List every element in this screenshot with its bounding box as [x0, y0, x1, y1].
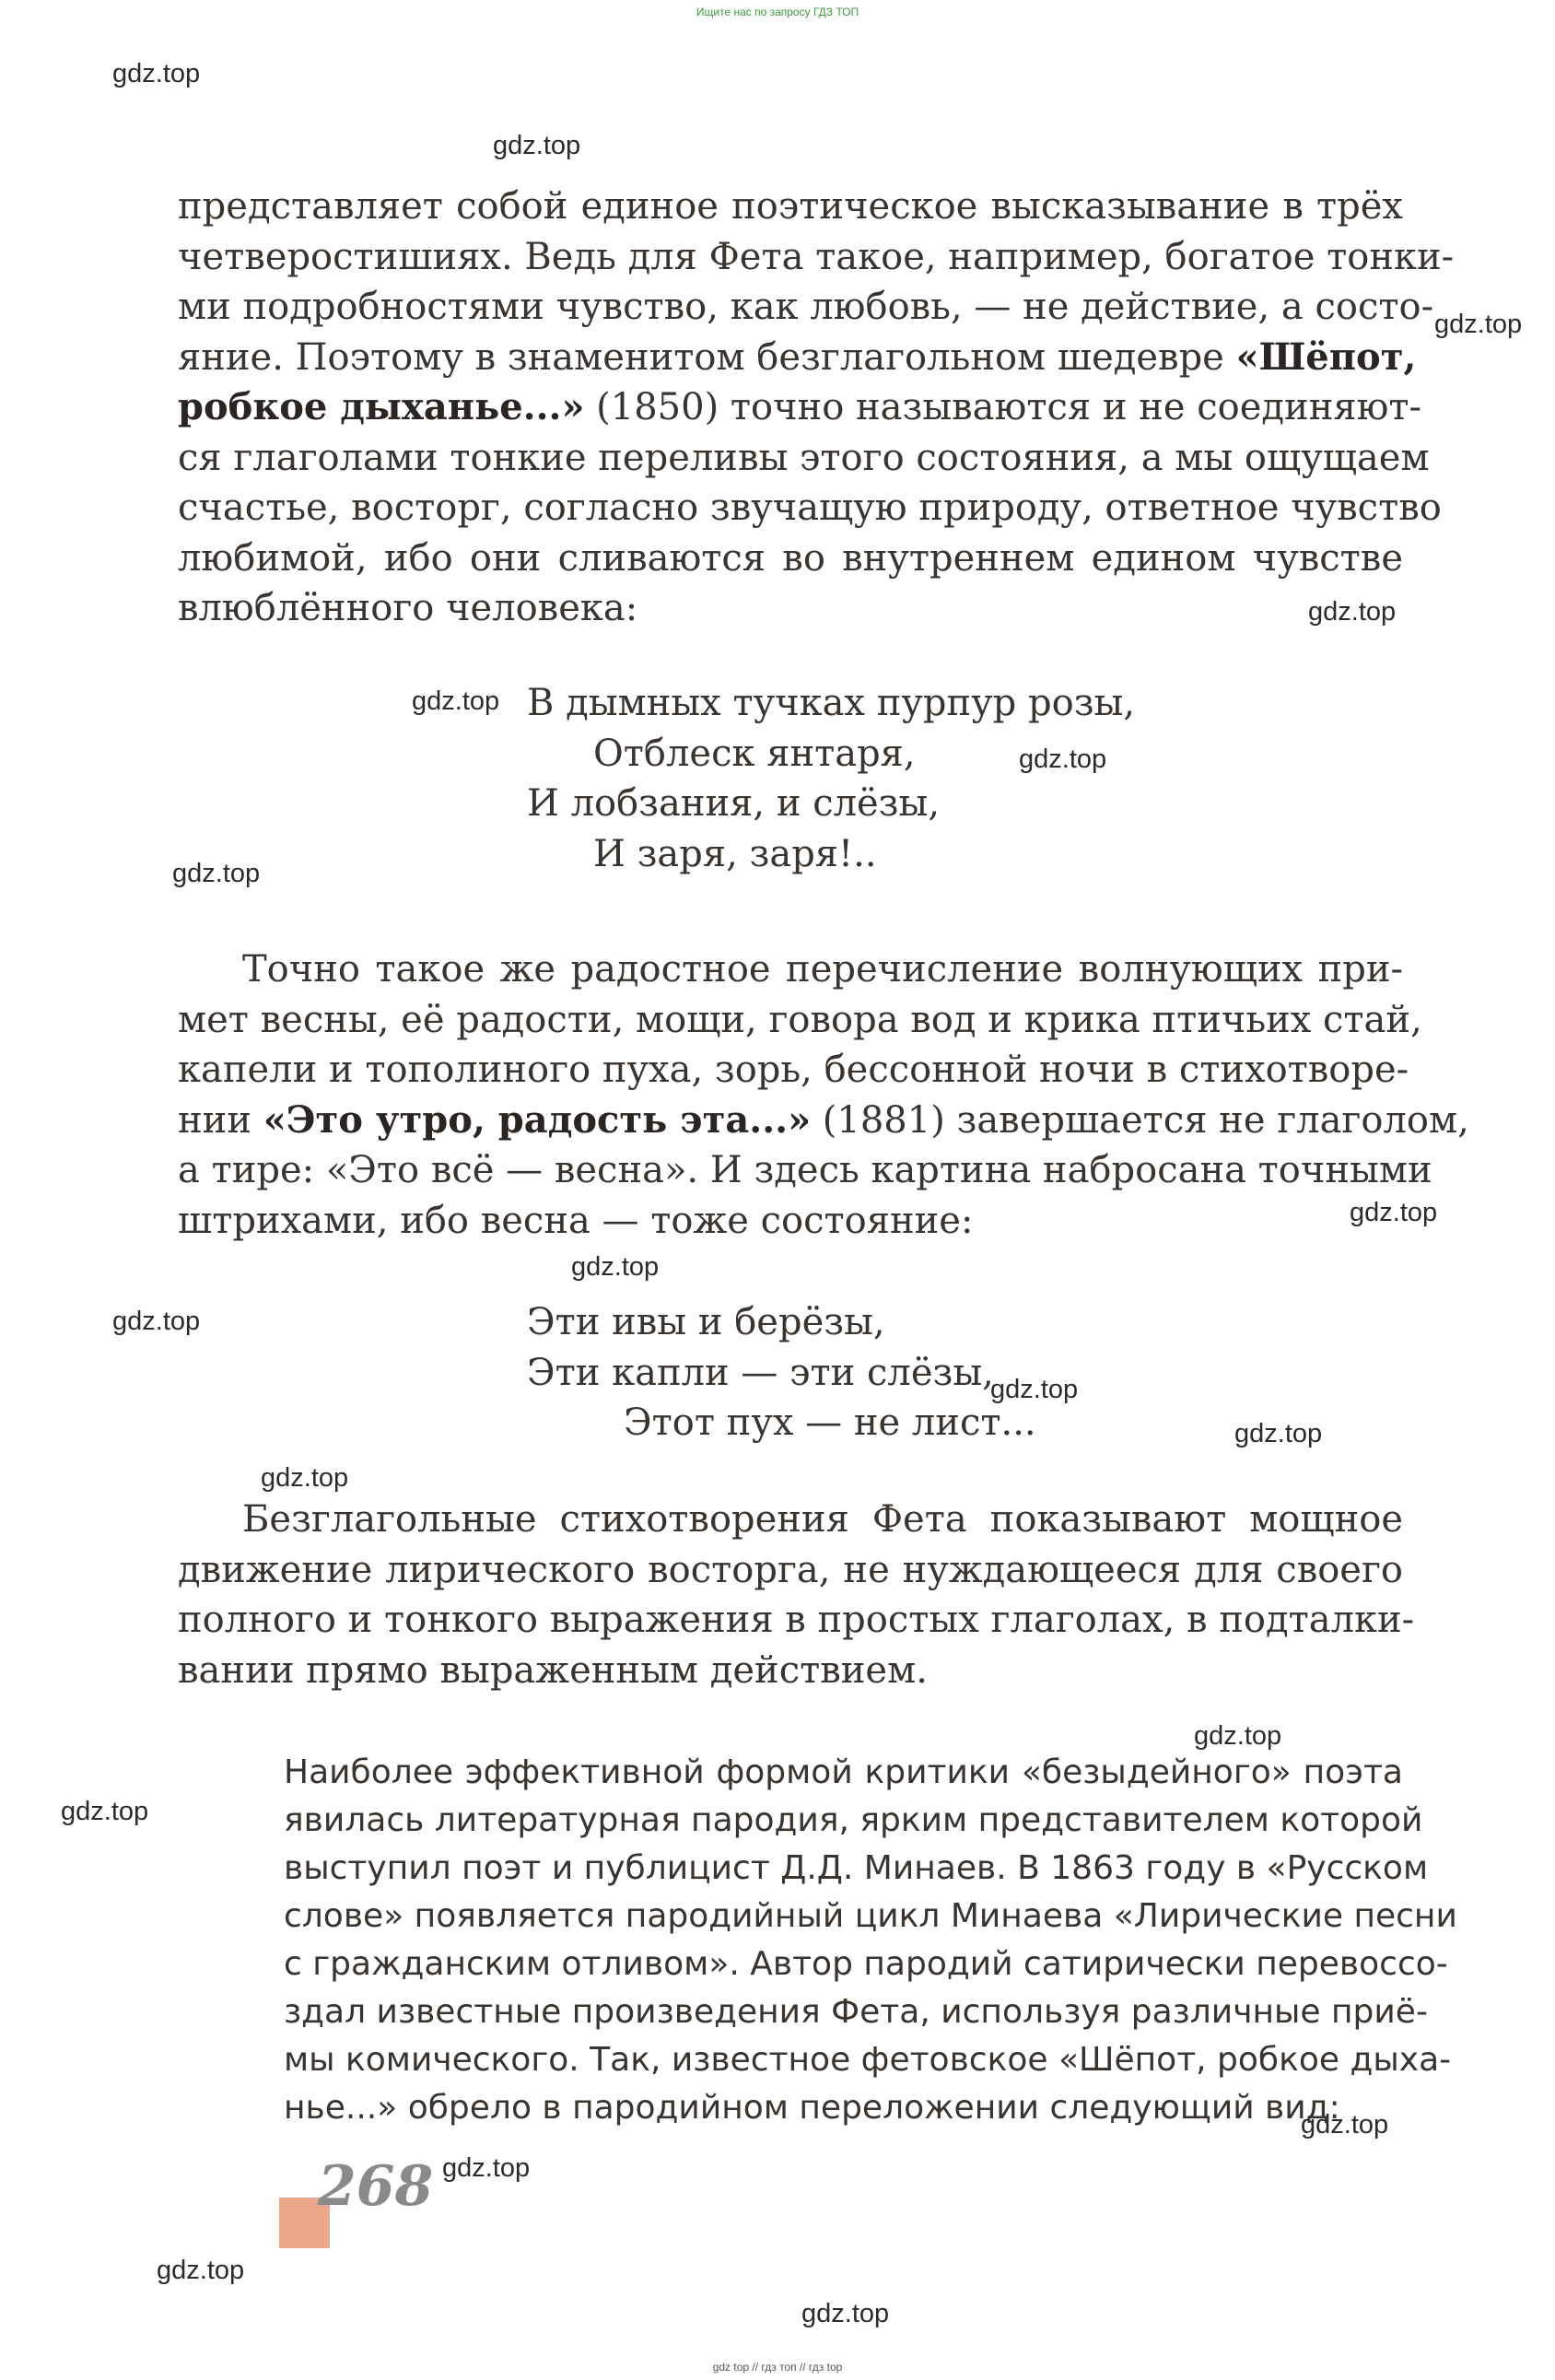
text-line: яние. Поэтому в знаменитом безглагольном шедевре «Шёпот,	[178, 334, 1417, 379]
watermark: gdz.top	[1308, 597, 1397, 627]
text-line: а тире: «Это всё — весна». И здесь картина набросана точными	[178, 1149, 1432, 1191]
text-line: четверостишиях. Ведь для Фета такое, например, богатое тонки-	[178, 235, 1455, 278]
text-line: Точно такое же радостное перечисление волнующих при-	[242, 948, 1403, 991]
text-line: здал известные произведения Фета, используя различные приё-	[284, 1993, 1428, 2031]
poem-line: Отблеск янтаря,	[593, 732, 916, 775]
search-hint: Ищите нас по запросу ГДЗ ТОП	[696, 6, 859, 18]
watermark: gdz.top	[1019, 744, 1107, 774]
watermark: gdz.top	[442, 2153, 531, 2183]
watermark: gdz.top	[112, 59, 201, 88]
text-line: движение лирического восторга, не нуждающееся для своего	[178, 1548, 1403, 1591]
text-line: Безглагольные стихотворения Фета показывают мощное	[242, 1498, 1403, 1541]
paragraph-conclusion	[178, 1495, 1415, 1695]
page-number: 268	[318, 2154, 434, 2219]
poem-line: И заря, заря!..	[593, 832, 877, 875]
watermark: gdz.top	[801, 2299, 890, 2328]
text-line: слове» появляется пародийный цикл Минаева «Лирические песни	[284, 1897, 1457, 1935]
text-line: капели и тополиного пуха, зорь, бессонной ночи в стихотворе-	[178, 1049, 1409, 1091]
poem-title-bold: «Это утро, радость эта...»	[263, 1097, 812, 1142]
text-line: ся глаголами тонкие переливы этого состояния, а мы ощущаем	[178, 436, 1430, 479]
watermark: gdz.top	[1234, 1419, 1323, 1448]
text-line: счастье, восторг, согласно звучащую природу, ответное чувство	[178, 487, 1442, 529]
text-line: вании прямо выраженным действием.	[178, 1648, 928, 1692]
sidebar-note-parody	[284, 1749, 1457, 2132]
footer-note: gdz top // гдз топ // гдз top	[712, 2361, 843, 2374]
watermark: gdz.top	[1350, 1198, 1438, 1227]
watermark: gdz.top	[172, 859, 261, 888]
poem-quote-2	[527, 1297, 1036, 1448]
poem-title-bold: «Шёпот,	[1235, 334, 1417, 379]
watermark: gdz.top	[112, 1307, 201, 1336]
watermark: gdz.top	[1301, 2110, 1389, 2140]
text-line: явилась литературная пародия, ярким представителем которой	[284, 1801, 1423, 1839]
text-line: выступил поэт и публицист Д.Д. Минаев. В 1863 году в «Русском	[284, 1849, 1429, 1887]
poem-line: И лобзания, и слёзы,	[527, 782, 941, 825]
watermark: gdz.top	[493, 131, 581, 160]
text-line: влюблённого человека:	[178, 587, 638, 629]
poem-line: Эти ивы и берёзы,	[527, 1301, 885, 1343]
watermark: gdz.top	[157, 2256, 245, 2285]
watermark: gdz.top	[412, 686, 500, 716]
poem-line: Эти капли — эти слёзы,	[527, 1351, 994, 1394]
text-line: представляет собой единое поэтическое высказывание в трёх	[178, 185, 1403, 228]
text-line: робкое дыханье...» (1850) точно называются и не соединяют-	[178, 385, 1422, 428]
watermark: gdz.top	[1434, 310, 1523, 339]
poem-line: Этот пух — не лист...	[624, 1401, 1036, 1444]
watermark: gdz.top	[571, 1252, 660, 1282]
text-line: мы комического. Так, известное фетовское «Шёпот, робкое дыха-	[284, 2041, 1452, 2079]
text-line: ми подробностями чувство, как любовь, — не действие, а состо-	[178, 286, 1434, 328]
poem-line: В дымных тучках пурпур розы,	[527, 682, 1136, 724]
watermark: gdz.top	[61, 1797, 149, 1826]
text-line: любимой, ибо они сливаются во внутреннем едином чувстве	[178, 536, 1403, 580]
text-line: с гражданским отливом». Автор пародий сатирически перевоссо-	[284, 1945, 1448, 1983]
paragraph-intro	[178, 182, 1455, 634]
watermark: gdz.top	[990, 1375, 1079, 1404]
watermark: gdz.top	[1194, 1721, 1282, 1751]
watermark: gdz.top	[261, 1463, 349, 1493]
paragraph-spring	[178, 944, 1469, 1246]
text-line: нии «Это утро, радость эта...» (1881) завершается не глаголом,	[178, 1097, 1469, 1142]
poem-quote-1	[527, 678, 1135, 879]
poem-title-bold: робкое дыханье...»	[178, 385, 585, 428]
text-line: мет весны, её радости, мощи, говора вод и крика птичьих стай,	[178, 998, 1422, 1041]
text-line: штрихами, ибо весна — тоже состояние:	[178, 1199, 974, 1242]
text-line: Наиболее эффективной формой критики «безыдейного» поэта	[284, 1753, 1403, 1791]
text-line: нье...» обрело в пародийном переложении следующий вид:	[284, 2089, 1340, 2127]
text-line: полного и тонкого выражения в простых глаголах, в подталки-	[178, 1599, 1415, 1641]
